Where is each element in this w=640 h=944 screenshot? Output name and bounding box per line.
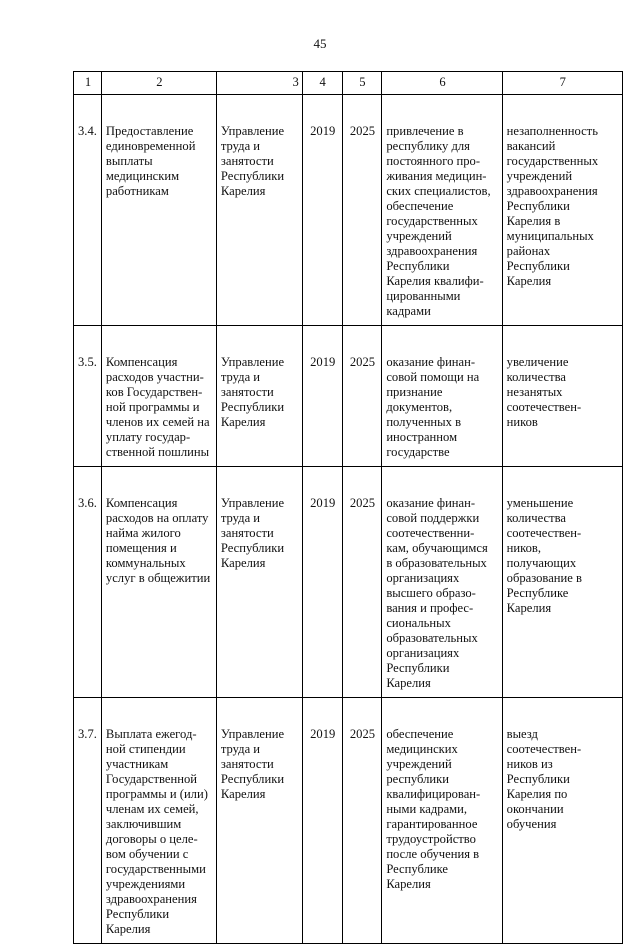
end-year: 2025	[342, 326, 382, 467]
expected-result: оказание финан- совой помощи на признание документов, полученных в иностранном государстве	[382, 326, 502, 467]
column-header-6: 6	[382, 72, 502, 95]
end-year: 2025	[342, 95, 382, 326]
end-year: 2025	[342, 467, 382, 698]
table-row	[74, 95, 623, 326]
row-number: 3.5.	[74, 326, 102, 467]
column-header-2: 2	[101, 72, 216, 95]
non-implementation-consequence: увеличение количества незанятых соотечествен- ников	[502, 326, 622, 467]
column-header-5: 5	[342, 72, 382, 95]
measure-name: Предоставление единовременной выплаты медицинским работникам	[101, 95, 216, 326]
row-number: 3.6.	[74, 467, 102, 698]
non-implementation-consequence: уменьшение количества соотечествен- ников, получающих образование в Республике Карелия	[502, 467, 622, 698]
expected-result: привлечение в республику для постоянного про- живания медицин- ских специалистов, обеспечение государственных учреждений здравоохранения Республики Карелия квалифи- цированными кадрами	[382, 95, 502, 326]
measure-name: Компенсация расходов участни- ков Государствен- ной программы и членов их семей на уплату государ- ственной пошлины	[101, 326, 216, 467]
executor: Управление труда и занятости Республики Карелия	[216, 95, 302, 326]
executor: Управление труда и занятости Республики Карелия	[216, 698, 302, 944]
start-year: 2019	[302, 698, 342, 944]
table-row	[74, 326, 623, 467]
measure-name: Компенсация расходов на оплату найма жилого помещения и коммунальных услуг в общежитии	[101, 467, 216, 698]
table-row	[74, 698, 623, 944]
non-implementation-consequence: выезд соотечествен- ников из Республики Карелия по окончании обучения	[502, 698, 622, 944]
row-number: 3.4.	[74, 95, 102, 326]
column-header-3: 3	[216, 72, 302, 95]
column-header-4: 4	[302, 72, 342, 95]
non-implementation-consequence: незаполненность вакансий государственных учреждений здравоохранения Республики Карелия в муниципальных районах Республики Карелия	[502, 95, 622, 326]
start-year: 2019	[302, 326, 342, 467]
program-measures-table	[73, 71, 623, 944]
column-header-7: 7	[502, 72, 622, 95]
column-header-1: 1	[74, 72, 102, 95]
header-row	[74, 72, 623, 95]
start-year: 2019	[302, 467, 342, 698]
page-number: 45	[313, 36, 327, 51]
expected-result: оказание финан- совой поддержки соотечественни- кам, обучающимся в образовательных организациях высшего образо- вания и профес- сиональных образовательных организациях Республики Карелия	[382, 467, 502, 698]
executor: Управление труда и занятости Республики Карелия	[216, 326, 302, 467]
expected-result: обеспечение медицинских учреждений республики квалифицирован- ными кадрами, гарантированное трудоустройство после обучения в Республике Карелия	[382, 698, 502, 944]
row-number: 3.7.	[74, 698, 102, 944]
executor: Управление труда и занятости Республики Карелия	[216, 467, 302, 698]
start-year: 2019	[302, 95, 342, 326]
end-year: 2025	[342, 698, 382, 944]
table-row	[74, 467, 623, 698]
measure-name: Выплата ежегод- ной стипендии участникам Государственной программы и (или) членам их семей, заключившим договоры о целе- вом обучении с государственными учреждениями здравоохранения Республики Карелия	[101, 698, 216, 944]
